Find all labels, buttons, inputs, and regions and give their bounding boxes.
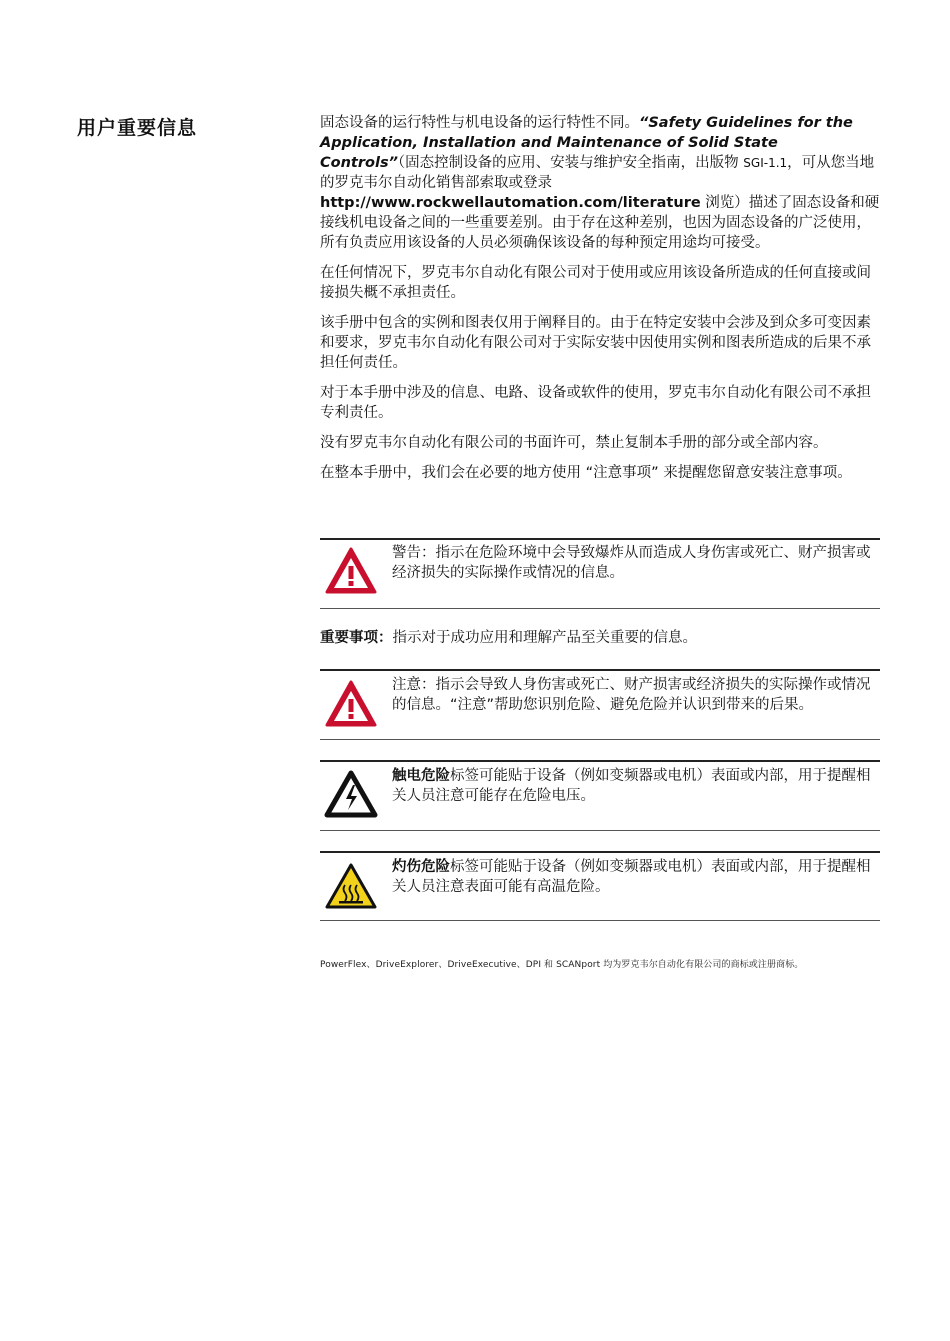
attention-notice xyxy=(320,669,880,740)
intro-p1-text-d: 浏览）描述了固态设备和硬接线机电设备之间的一些重要差别。由于存在这种差别，也因为固态设备的广泛使用，所有负责应用该设备的人员必须确保该设备的每种预定用途均可接受。 xyxy=(320,195,880,251)
shock-hazard-text xyxy=(392,766,876,806)
shock-hazard-label: 触电危险 xyxy=(392,768,450,784)
trademark-footnote: PowerFlex、DriveExplorer、DriveExecutive、DPI 和 SCANport 均为罗克韦尔自动化有限公司的商标或注册商标。 xyxy=(320,960,804,970)
important-notice xyxy=(320,628,880,648)
burn-hazard-body: 标签可能贴于设备（例如变频器或电机）表面或内部，用于提醒相关人员注意表面可能有高温危险。 xyxy=(392,859,871,895)
burn-hazard-icon xyxy=(324,861,378,915)
intro-paragraph-6: 在整本手册中，我们会在必要的地方使用 “注意事项” 来提醒您留意安装注意事项。 xyxy=(320,465,852,481)
attention-label: 注意： xyxy=(392,677,436,693)
important-body: 指示对于成功应用和理解产品至关重要的信息。 xyxy=(392,630,697,646)
burn-hazard-notice xyxy=(320,851,880,921)
safety-guidelines-title: “Safety Guidelines for the Application, Installation and Maintenance of Solid State Controls” xyxy=(320,115,853,171)
attention-triangle-icon xyxy=(324,679,378,733)
intro-paragraph-1 xyxy=(320,113,880,253)
shock-hazard-icon xyxy=(324,769,378,823)
intro-p1-text-c: ，可从您当地的罗克韦尔自动化销售部索取或登录 xyxy=(320,155,875,191)
attention-text xyxy=(392,675,876,715)
intro-p1-text-b: （固态控制设备的应用、安装与维护安全指南，出版物 xyxy=(397,155,744,171)
intro-p1-text-a: 固态设备的运行特性与机电设备的运行特性不同。 xyxy=(320,115,639,131)
important-label: 重要事项： xyxy=(320,630,393,646)
publication-number: SGI-1.1 xyxy=(743,156,788,170)
page-title: 用户重要信息 xyxy=(77,117,198,139)
intro-paragraph-3: 该手册中包含的实例和图表仅用于阐释目的。由于在特定安装中会涉及到众多可变因素和要求，罗克韦尔自动化有限公司对于实际安装中因使用实例和图表所造成的后果不承担任何责任。 xyxy=(320,315,871,371)
literature-link[interactable]: http://www.rockwellautomation.com/literature xyxy=(320,195,701,211)
shock-hazard-body: 标签可能贴于设备（例如变频器或电机）表面或内部，用于提醒相关人员注意可能存在危险电压。 xyxy=(392,768,871,804)
intro-section xyxy=(320,113,880,493)
warning-triangle-icon xyxy=(324,546,378,600)
intro-paragraph-2: 在任何情况下，罗克韦尔自动化有限公司对于使用或应用该设备所造成的任何直接或间接损失概不承担责任。 xyxy=(320,265,871,301)
warning-label: 警告： xyxy=(392,545,436,561)
warning-text xyxy=(392,543,876,583)
intro-paragraph-4: 对于本手册中涉及的信息、电路、设备或软件的使用，罗克韦尔自动化有限公司不承担专利责任。 xyxy=(320,385,871,421)
intro-paragraph-5: 没有罗克韦尔自动化有限公司的书面许可，禁止复制本手册的部分或全部内容。 xyxy=(320,435,828,451)
warning-notice xyxy=(320,538,880,609)
burn-hazard-label: 灼伤危险 xyxy=(392,859,450,875)
attention-body: 指示会导致人身伤害或死亡、财产损害或经济损失的实际操作或情况的信息。“注意”帮助您识别危险、避免危险并认识到带来的后果。 xyxy=(392,677,871,713)
shock-hazard-notice xyxy=(320,760,880,831)
warning-body: 指示在危险环境中会导致爆炸从而造成人身伤害或死亡、财产损害或经济损失的实际操作或情况的信息。 xyxy=(392,545,871,581)
burn-hazard-text xyxy=(392,857,876,897)
